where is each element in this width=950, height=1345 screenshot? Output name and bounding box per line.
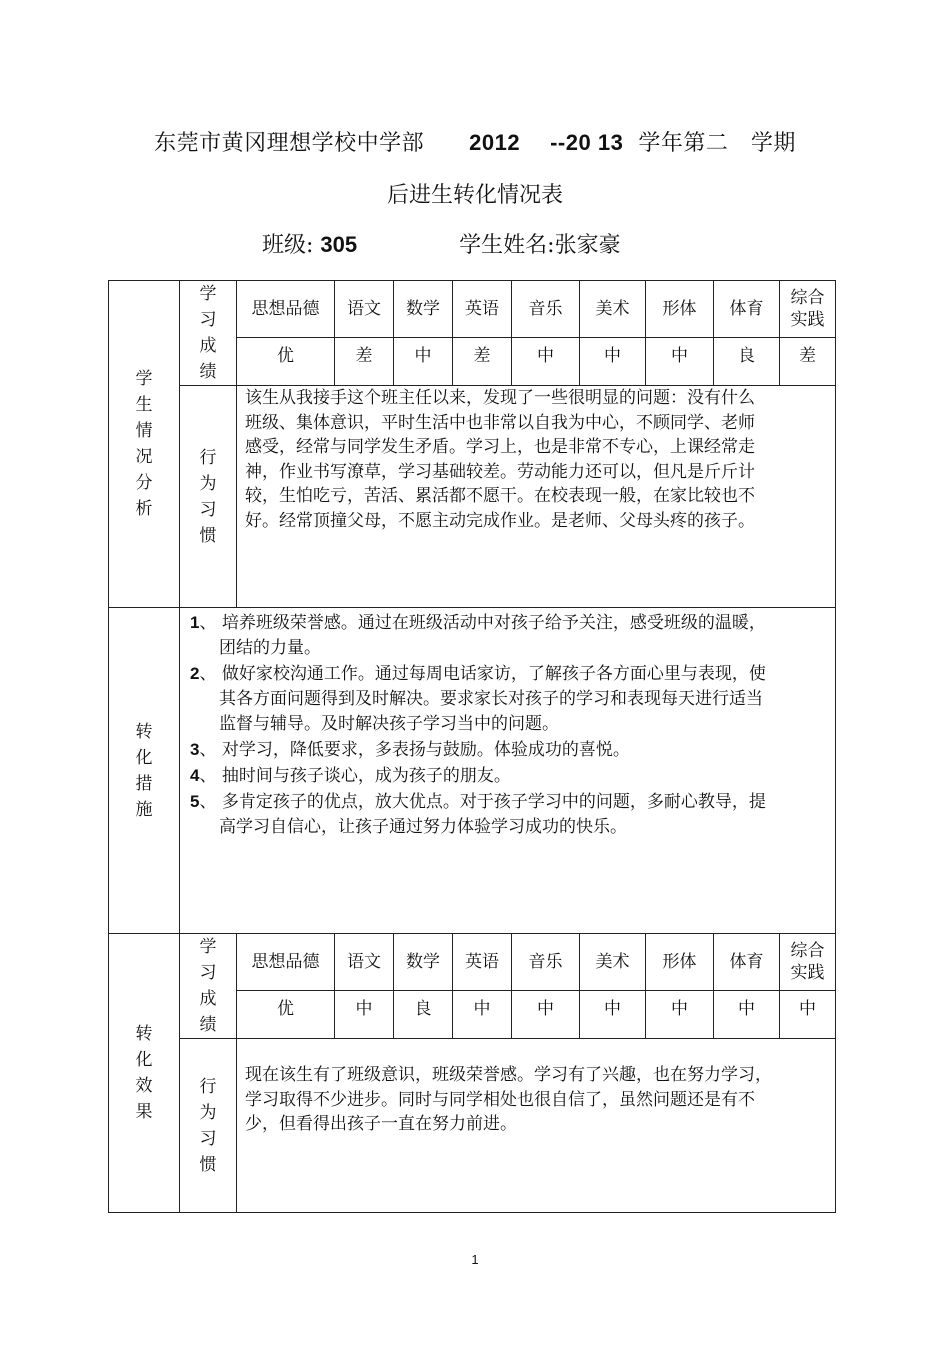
subject-header: 体育 [714, 934, 780, 991]
subject-header: 语文 [335, 934, 394, 991]
subject-header: 音乐 [512, 934, 580, 991]
grade-cell: 差 [780, 338, 836, 386]
student-name-label: 学生姓名: [459, 233, 555, 258]
grade-cell: 中 [580, 991, 646, 1039]
measures-list [180, 608, 836, 934]
measures-section-label: 转 化 措 施 [109, 608, 180, 934]
class-label: 班级: [262, 233, 314, 258]
grade-cell: 良 [714, 338, 780, 386]
grade-cell: 差 [335, 338, 394, 386]
subject-header: 英语 [453, 934, 512, 991]
subject-header: 形体 [646, 281, 714, 338]
subject-header: 综合实践 [780, 281, 836, 338]
measure-item: 4、 抽时间与孩子谈心，成为孩子的朋友。 [190, 766, 511, 786]
subject-header: 思想品德 [237, 281, 335, 338]
subject-header: 数学 [394, 281, 453, 338]
term-label: 学年第二 学期 [638, 131, 796, 156]
grade-cell: 良 [394, 991, 453, 1039]
subject-header: 语文 [335, 281, 394, 338]
behavior-before-text [237, 386, 836, 608]
student-name: 张家豪 [554, 233, 621, 258]
measure-item: 1、 培养班级荣誉感。通过在班级活动中对孩子给予关注，感受班级的温暖， 团结的力量。 [190, 613, 766, 658]
year-start: 2012 [469, 130, 521, 155]
measure-item: 2、 做好家校沟通工作。通过每周电话家访，了解孩子各方面心里与表现，使 其各方面问题得到及时解决。要求家长对孩子的学习和表现每天进行适当 监督与辅导。及时解决孩子学习当中的问题。 [190, 664, 766, 734]
text-line: 少，但看得出孩子一直在努力前进。 [245, 1114, 517, 1134]
subject-header: 形体 [646, 934, 714, 991]
text-line: 较，生怕吃亏，苦活、累活都不愿干。在校表现一般，在家比较也不 [245, 486, 755, 506]
text-line: 学习取得不少进步。同时与同学相处也很自信了，虽然问题还是有不 [245, 1089, 755, 1110]
grade-cell: 差 [453, 338, 512, 386]
analysis-section-label: 学 生 情 况 分 析 [109, 281, 180, 608]
subject-header: 综合实践 [780, 934, 836, 991]
text-line: 神，作业书写潦草，学习基础较差。劳动能力还可以，但凡是斤斤计 [245, 461, 755, 482]
grade-cell: 中 [646, 991, 714, 1039]
subject-header: 音乐 [512, 281, 580, 338]
document-subtitle: 后进生转化情况表 [386, 183, 563, 208]
conversion-table [108, 280, 836, 1213]
page-number: 1 [471, 1252, 479, 1267]
grade-cell: 中 [580, 338, 646, 386]
grade-cell: 中 [646, 338, 714, 386]
grade-cell: 中 [453, 991, 512, 1039]
year-end: --20 13 [550, 130, 624, 155]
subject-header: 英语 [453, 281, 512, 338]
grade-cell: 中 [714, 991, 780, 1039]
class-value: 305 [320, 232, 358, 257]
grade-cell: 中 [394, 338, 453, 386]
grade-cell: 中 [335, 991, 394, 1039]
subject-header: 体育 [714, 281, 780, 338]
grade-cell: 优 [237, 991, 335, 1039]
behavior-after-text [237, 1039, 836, 1213]
grades-label-before: 学 习 成 绩 [180, 281, 237, 386]
measure-item: 3、 对学习，降低要求，多表扬与鼓励。体验成功的喜悦。 [190, 740, 630, 760]
document-title [0, 126, 950, 157]
grade-cell: 中 [512, 991, 580, 1039]
student-info [262, 228, 621, 259]
text-line: 感受，经常与同学发生矛盾。学习上，也是非常不专心，上课经常走 [245, 437, 755, 457]
grade-cell: 中 [780, 991, 836, 1039]
grades-label-after: 学 习 成 绩 [180, 934, 237, 1039]
text-line: 该生从我接手这个班主任以来，发现了一些很明显的问题：没有什么 [245, 388, 755, 408]
measure-item: 5、 多肯定孩子的优点，放大优点。对于孩子学习中的问题，多耐心教导，提 高学习自信心，让孩子通过努力体验学习成功的快乐。 [190, 792, 766, 837]
school-name: 东莞市黄冈理想学校中学部 [154, 131, 425, 156]
subject-header: 数学 [394, 934, 453, 991]
subject-header: 美术 [580, 934, 646, 991]
text-line: 班级、集体意识，平时生活中也非常以自我为中心，不顾同学、老师 [245, 412, 755, 433]
text-line: 好。经常顶撞父母，不愿主动完成作业。是老师、父母头疼的孩子。 [245, 510, 755, 531]
grade-cell: 优 [237, 338, 335, 386]
text-line: 现在该生有了班级意识，班级荣誉感。学习有了兴趣，也在努力学习， [245, 1065, 772, 1085]
behavior-label-after: 行 为 习 惯 [180, 1039, 237, 1213]
subject-header: 美术 [580, 281, 646, 338]
subject-header: 思想品德 [237, 934, 335, 991]
behavior-label-before: 行 为 习 惯 [180, 386, 237, 608]
effect-section-label: 转 化 效 果 [109, 934, 180, 1213]
grade-cell: 中 [512, 338, 580, 386]
